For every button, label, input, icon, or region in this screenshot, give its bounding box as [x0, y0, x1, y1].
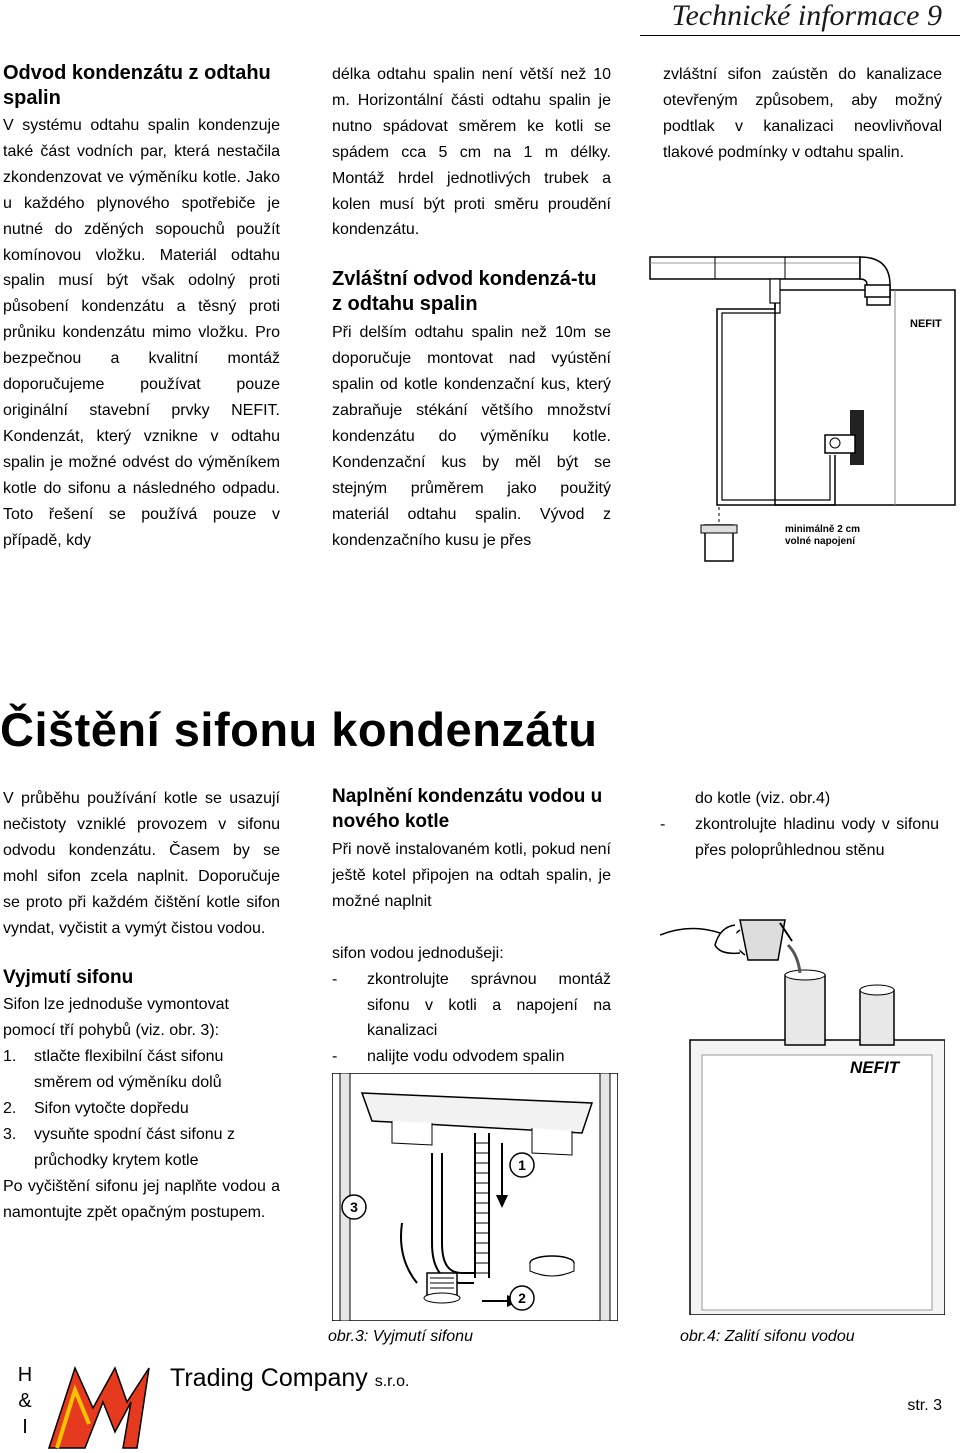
step-label-3	[342, 1195, 366, 1219]
diagram-brand: NEFIT	[910, 318, 942, 330]
header-divider	[640, 35, 960, 36]
bullet-item: - zkontrolujte správnou montáž sifonu v kotli a napojení na kanalizaci	[332, 970, 611, 1040]
page-number: str. 3	[907, 1397, 942, 1414]
cleaning-column-3	[660, 786, 939, 864]
cleaning-column-2	[332, 784, 611, 1070]
fill-intro: Při nově instalovaném kotli, pokud není ještě kotel připojen na odtah spalin, je možné naplnit	[332, 841, 611, 910]
diagram-label-min: minimálně 2 cm	[785, 524, 861, 535]
removal-step: 3. vysuňte spodní část sifonu z průchodky krytem kotle	[3, 1125, 235, 1169]
special-heading: Zvláštní odvod kondenzá-tu z odtahu spalin	[332, 268, 597, 316]
special-body: Při delším odtahu spalin než 10m se doporučuje montovat nad vyústění spalin od kotle kondenzační kus, který zabraňuje stékání většího množství kondenzátu do výměníku kotle. Kondenzační kus by měl být se stejným průměrem jako použitý materiál odtahu spalin. Vývod z kondenzačního kusu je přes	[332, 324, 611, 549]
bullet-item: - zkontrolujte hladinu vody v sifonu přes poloprůhlednou stěnu	[660, 815, 939, 859]
step-label-2	[510, 1286, 534, 1310]
fig3-caption: obr.3: Vyjmutí sifonu	[328, 1328, 473, 1345]
flue-heading: Odvod kondenzátu z odtahu spalin	[3, 62, 271, 109]
fill-bullets-a	[332, 967, 611, 1071]
flue-body-2: délka odtahu spalin není větší než 10 m. Horizontální části odtahu spalin je nutno spádovat směrem ke kotli se spádem cca 5 cm na 1 m délky. Montáž hrdel jednotlivých trubek a kolen musí být proti směru proudění kondenzátu.	[332, 66, 611, 239]
svg-text:3: 3	[350, 1199, 358, 1215]
removal-steps	[3, 1044, 280, 1174]
bullet-item: - nalijte vodu odvodem spalin	[332, 1048, 565, 1066]
fill-heading: Naplnění kondenzátu vodou u nového kotle	[332, 786, 603, 832]
svg-text:2: 2	[518, 1290, 526, 1306]
flue-column-2	[332, 62, 611, 554]
bullet-item: do kotle (viz. obr.4)	[695, 790, 831, 807]
page-header-title: Technické informace 9	[671, 0, 942, 32]
diagram-label-free: volné napojení	[785, 536, 856, 547]
hand-icon	[660, 925, 740, 953]
fill-intro-2: sifon vodou jednodušeji:	[332, 944, 504, 962]
step-label-1	[510, 1153, 534, 1177]
flue-body-1: V systému odtahu spalin kondenzuje také část vodních par, která nestačila zkondenzovat ve výměníku kotle. Jako u každého plynového spotřebiče je nutné do zděných sopouchů použít komínovou vložku. Materiál odtahu spalin musí být však odolný proti působení kondenzátu a těsný proti průniku kondenzátu mimo vložku. Pro bezpečnou a kvalitní montáž doporučujeme používat pouze originální stavební prvky NEFIT. Kondenzát, který vznikne v odtahu spalin je možné odvést do výměníkem kotle do sifonu a následného odpadu. Toto řešení se používá pouze v případě, kdy	[3, 117, 280, 549]
siphon-filling-figure	[660, 915, 945, 1315]
removal-intro: Sifon lze jednoduše vymontovat pomocí tří pohybů (viz. obr. 3):	[3, 996, 229, 1040]
flue-column-3	[663, 62, 942, 166]
flue-column-1	[3, 61, 280, 553]
siphon-removal-figure	[332, 1073, 618, 1321]
cleaning-title: Čištění sifonu kondenzátu	[0, 703, 598, 756]
company-name: Trading Company s.r.o.	[170, 1364, 410, 1392]
flue-condensate-diagram	[645, 245, 960, 575]
flue-pipe	[650, 257, 860, 279]
footer-monogram: H & I	[17, 1364, 33, 1438]
siphon-hose	[474, 1133, 490, 1278]
fig4-brand: NEFIT	[850, 1058, 900, 1077]
cleaning-column-1	[3, 786, 280, 1226]
fig4-caption: obr.4: Zalití sifonu vodou	[680, 1328, 855, 1345]
fill-bullets-b	[660, 786, 939, 864]
flue-body-3: zvláštní sifon zaústěn do kanalizace otevřeným způsobem, aby možný podtlak v kanalizaci neovlivňoval tlakové podmínky v odtahu spalin.	[663, 66, 942, 161]
company-logo	[45, 1362, 163, 1452]
svg-text:1: 1	[518, 1157, 526, 1173]
cleaning-intro: V průběhu používání kotle se usazují nečistoty vzniklé provozem v sifonu odvodu kondenzátu. Časem by se mohl sifon zcela naplnit. Doporučuje se proto při každém čištění kotle sifon vyndat, vyčistit a vymýt čistou vodou.	[3, 790, 280, 937]
removal-step: 2. Sifon vytočte dopředu	[3, 1100, 189, 1118]
removal-step: 1. stlačte flexibilní část sifonu směrem od výměníku dolů	[3, 1048, 224, 1092]
jug-icon	[734, 920, 792, 960]
removal-heading: Vyjmutí sifonu	[3, 967, 134, 989]
removal-after: Po vyčištění sifonu jej naplňte vodou a namontujte zpět opačným postupem.	[3, 1177, 280, 1221]
